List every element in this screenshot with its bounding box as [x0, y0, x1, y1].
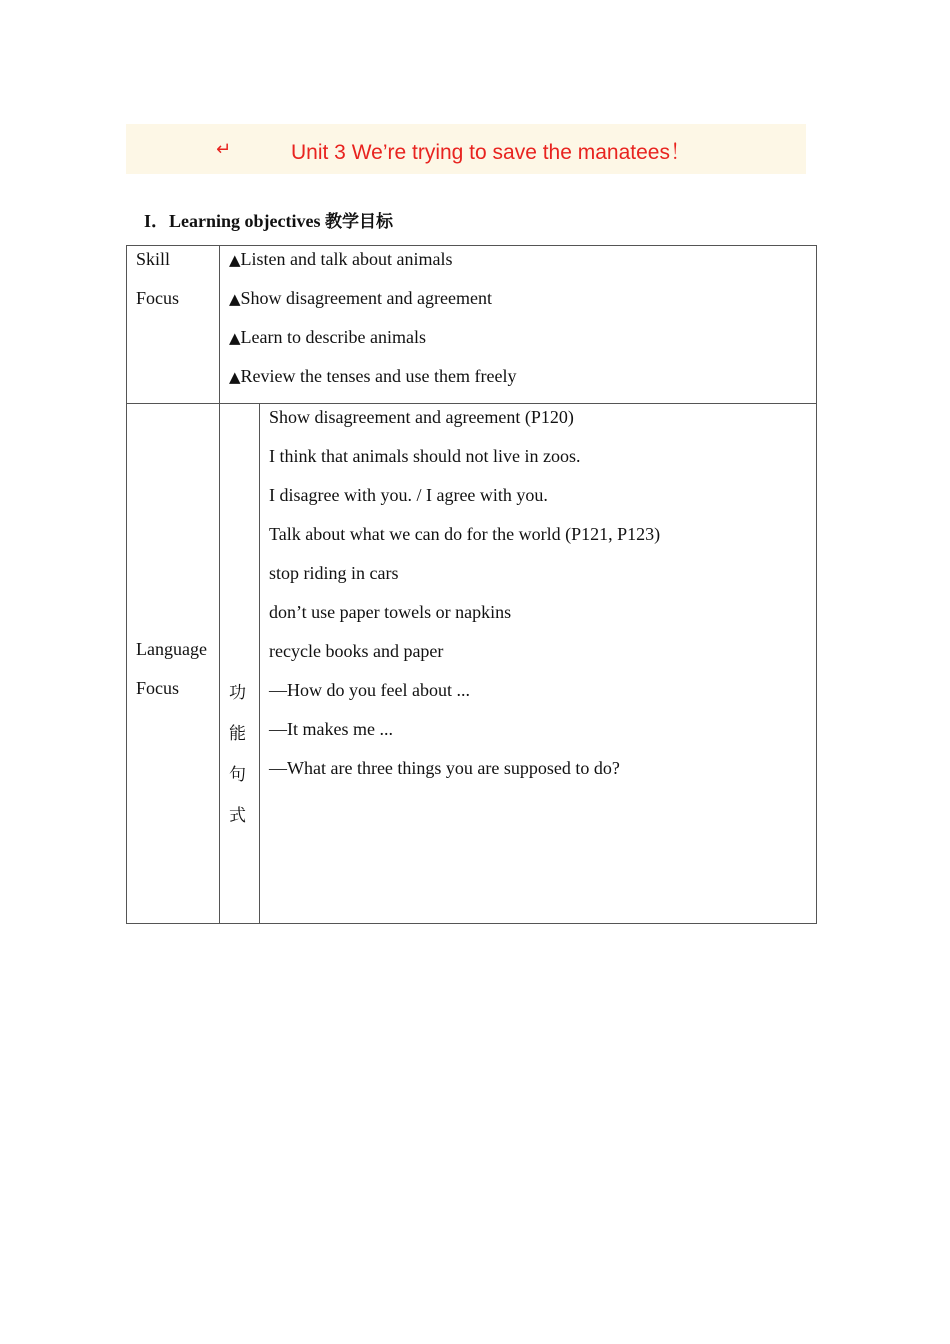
triangle-bullet-icon: ▲: [229, 329, 241, 347]
sentence-line: recycle books and paper: [269, 641, 444, 661]
function-sentences-label-cell: [220, 404, 260, 924]
skill-focus-items-cell: [220, 246, 817, 404]
language-focus-row: [127, 404, 817, 924]
sentence-line: don’t use paper towels or napkins: [269, 602, 512, 622]
sentences-cell: [260, 404, 817, 924]
sentence-line: I disagree with you. / I agree with you.: [269, 485, 548, 505]
triangle-bullet-icon: ▲: [229, 251, 241, 269]
section-heading: [144, 207, 393, 233]
sentence-line: —It makes me ...: [269, 719, 393, 739]
list-item: ▲Learn to describe animals: [229, 327, 426, 347]
list-item: ▲Listen and talk about animals: [229, 249, 453, 269]
function-sentences-label: 功 能 句 式: [229, 683, 246, 826]
skill-focus-label-line2: Focus: [136, 288, 180, 308]
sentence-line: —How do you feel about ...: [269, 680, 470, 700]
objectives-table: [126, 245, 817, 924]
list-item: ▲Review the tenses and use them freely: [229, 366, 517, 386]
triangle-bullet-icon: ▲: [229, 368, 241, 386]
skill-focus-row: [127, 246, 817, 404]
sentence-line: Talk about what we can do for the world (P121, P123): [269, 524, 661, 544]
section-heading-cn: 教学目标: [324, 212, 393, 232]
sentence-line: I think that animals should not live in zoos.: [269, 446, 581, 466]
language-focus-label-cell: [127, 404, 220, 924]
sentence-line: —What are three things you are supposed to do?: [269, 758, 620, 778]
section-heading-en: I．Learning objectives: [144, 211, 325, 231]
unit-title: Unit 3 We’re trying to save the manatees！: [291, 141, 691, 164]
skill-focus-label-line1: Skill: [136, 249, 171, 269]
sentence-line: Show disagreement and agreement (P120): [269, 407, 574, 427]
skill-focus-label-cell: [127, 246, 220, 404]
return-arrow-icon: ↵: [216, 139, 232, 159]
language-focus-label: Language Focus: [136, 639, 207, 698]
triangle-bullet-icon: ▲: [229, 290, 241, 308]
sentence-line: stop riding in cars: [269, 563, 399, 583]
list-item: ▲Show disagreement and agreement: [229, 288, 492, 308]
